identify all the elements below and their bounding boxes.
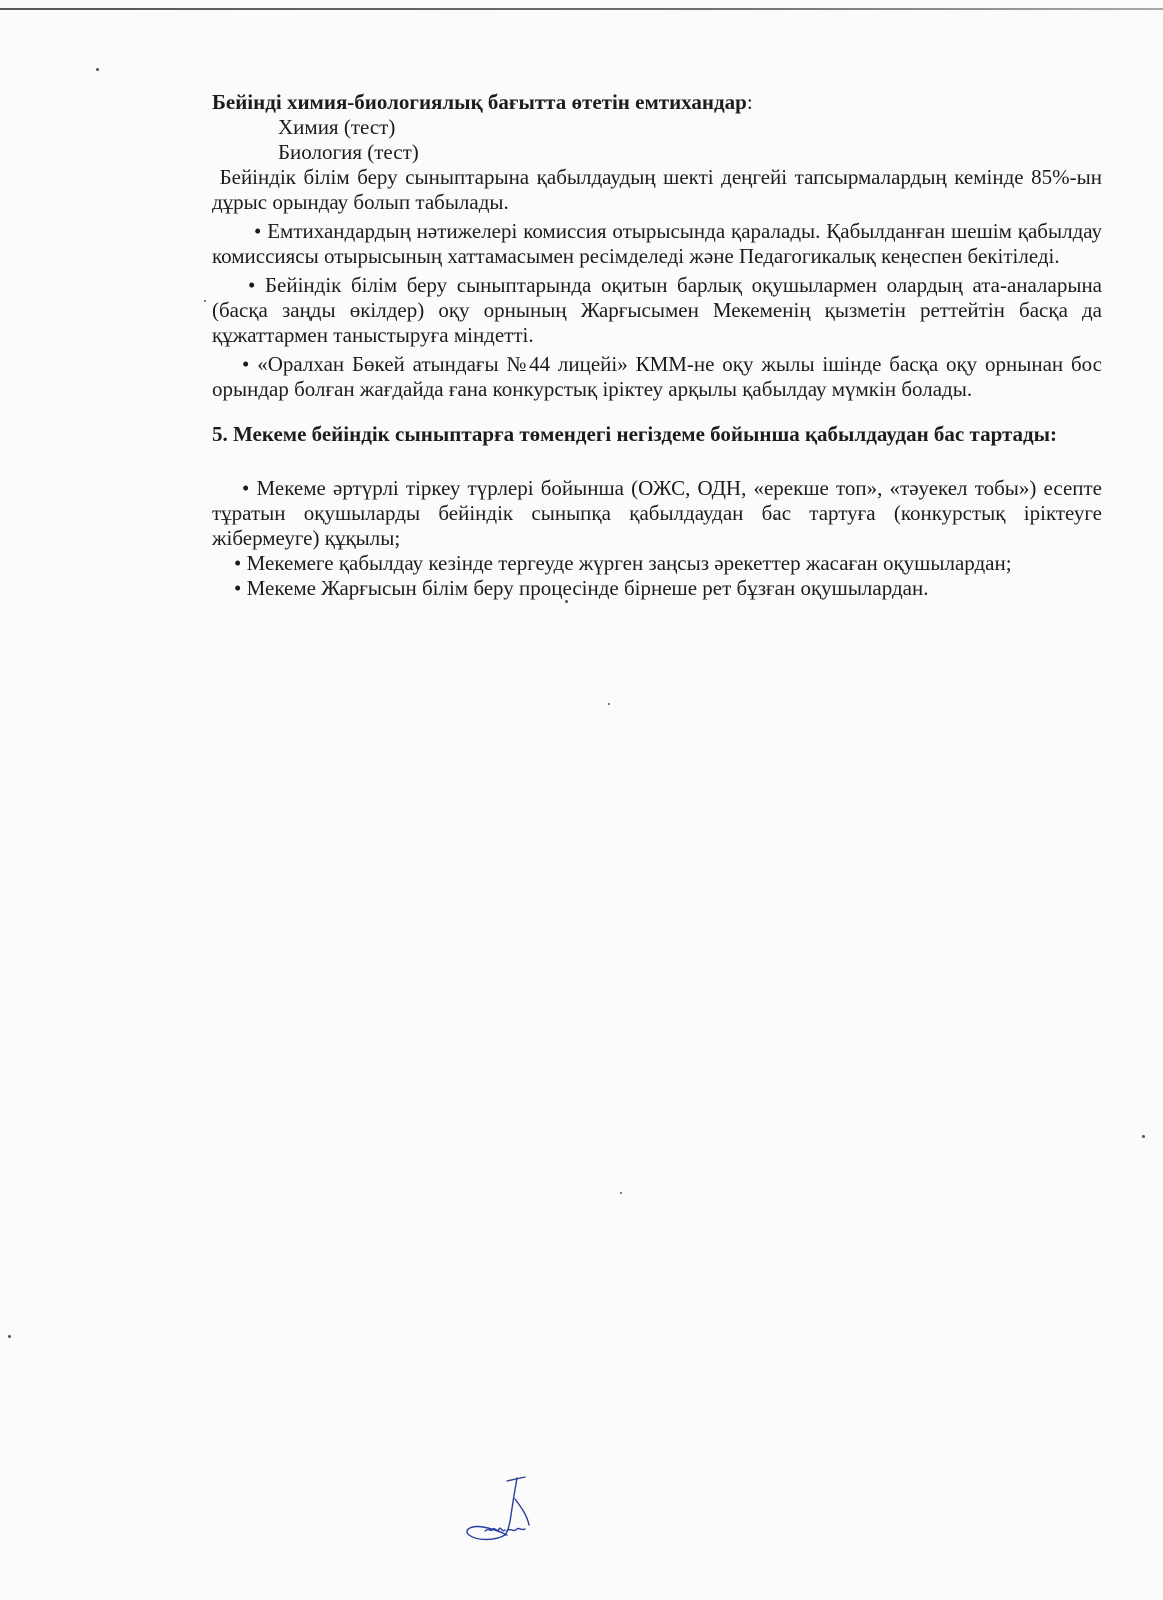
bullet-mark: •	[242, 476, 250, 500]
scan-speck	[204, 300, 206, 302]
document-page	[212, 90, 1102, 601]
bullet-mark: •	[242, 352, 250, 376]
acquaint-paragraph	[212, 273, 1102, 348]
scan-speck	[608, 703, 610, 705]
bullet-mark: •	[234, 576, 242, 600]
exams-heading-text: Бейінді химия-биологиялық бағытта өтетін емтихандар	[212, 90, 747, 114]
scan-speck	[1142, 1135, 1145, 1138]
handwritten-signature	[455, 1475, 565, 1555]
acquaint-text: Бейіндік білім беру сыныптарында оқитын барлық оқушылармен олардың ата-аналарына (басқа заңды өкілдер) оқу орнының Жарғысымен Мекеменің қызметін реттейтін басқа да құжаттармен таныстыруға міндетті.	[212, 273, 1103, 347]
refusal-list	[212, 476, 1102, 601]
transfer-text: «Оралхан Бөкей атындағы №44 лицейі» КММ-не оқу жылы ішінде басқа оқу орнынан бос орындар болған жағдайда ғана конкурстық іріктеу арқылы қабылдау мүмкін болады.	[212, 352, 1103, 401]
refusal-item-text: Мекеме әртүрлі тіркеу түрлері бойынша (ОЖС, ОДН, «ерекше топ», «тәуекел тобы») есепте тұратын оқушыларды бейіндік сыныпқа қабылдаудан бас тартуға (конкурстық іріктеуге жібермеуге) құқылы;	[212, 476, 1103, 550]
threshold-text: Бейіндік білім беру сыныптарына қабылдаудың шекті деңгейі тапсырмалардың кемінде 85%-ын дұрыс орындау болып табылады.	[212, 165, 1103, 214]
refusal-item-text: Мекемеге қабылдау кезінде тергеуде жүрген заңсыз әрекеттер жасаған оқушылардан;	[246, 551, 1012, 575]
refusal-item-text: Мекеме Жарғысын білім беру процесінде бірнеше рет бұзған оқушылардан.	[246, 576, 929, 600]
scan-speck	[620, 1192, 622, 1194]
section-5-title: 5. Мекеме бейіндік сыныптарға төмендегі негіздеме бойынша қабылдаудан бас тартады:	[212, 422, 1058, 446]
transfer-paragraph	[212, 352, 1102, 402]
refusal-item	[212, 551, 1102, 576]
bullet-mark: •	[234, 551, 242, 575]
exams-heading-colon: :	[746, 90, 753, 114]
bullet-mark: •	[254, 219, 262, 243]
exam-item-chemistry: Химия (тест)	[278, 115, 396, 139]
threshold-paragraph	[212, 165, 1102, 215]
results-text: Емтихандардың нәтижелері комиссия отырысында қаралады. Қабылданған шешім қабылдау комиссиясы отырысының хаттамасымен ресімделеді және Педагогикалық кеңеспен бекітіледі.	[212, 219, 1103, 268]
refusal-item	[212, 576, 1102, 601]
scan-edge-line	[0, 8, 1163, 10]
exams-heading	[212, 90, 1102, 115]
scan-speck	[8, 1335, 11, 1338]
exam-item-biology: Биология (тест)	[278, 140, 419, 164]
scan-speck	[96, 68, 99, 71]
results-paragraph	[212, 219, 1102, 269]
bullet-mark: •	[248, 273, 256, 297]
refusal-item	[212, 476, 1102, 551]
